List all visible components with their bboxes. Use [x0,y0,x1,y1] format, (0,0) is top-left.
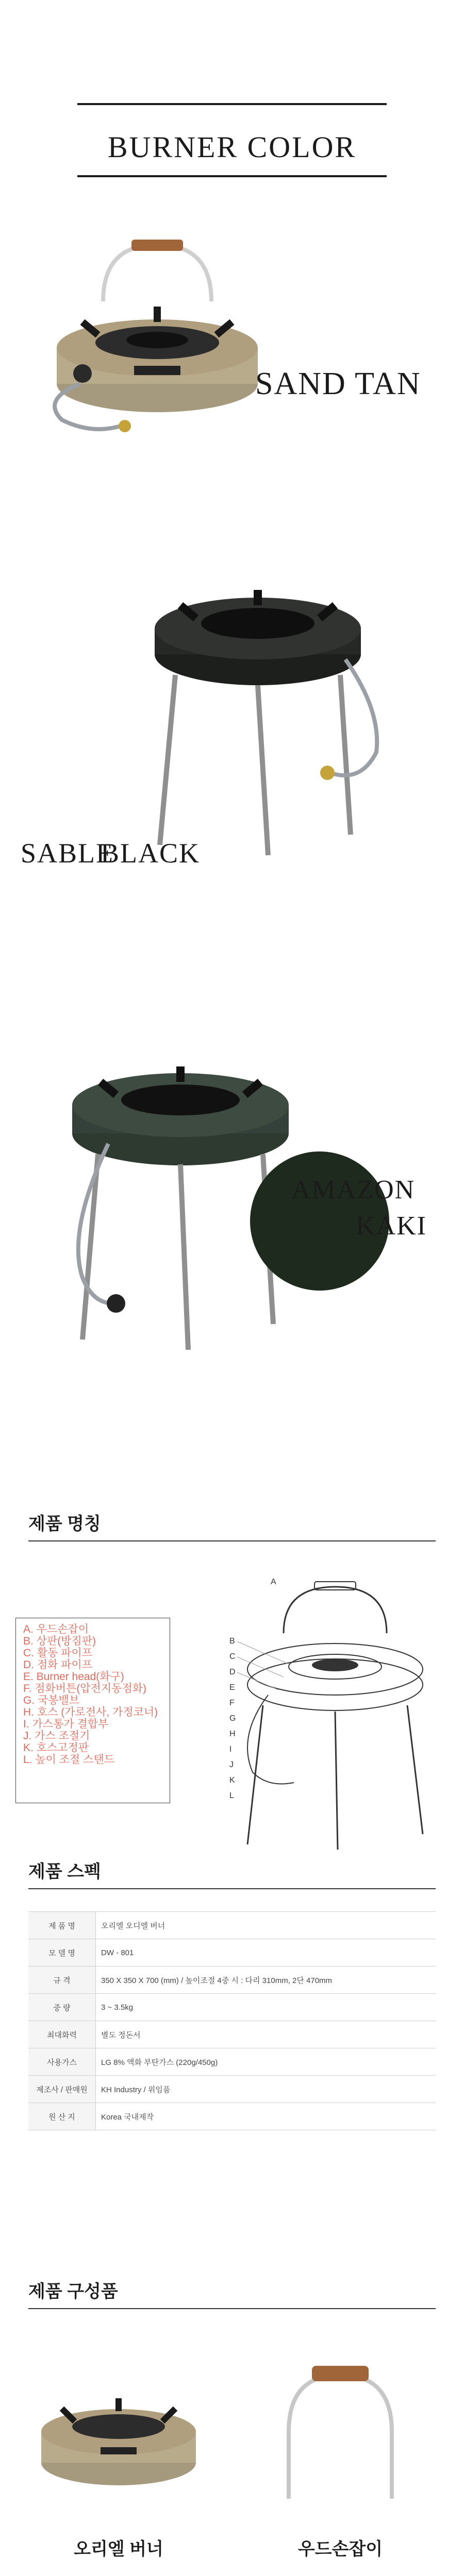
spec-value: KH Industry / 위임품 [96,2076,436,2103]
kaki-label: KAKI [356,1211,427,1241]
spec-table [28,1911,436,2130]
sable-text: SABLE [21,838,114,869]
table-row [28,2076,436,2103]
spec-value: 3 ~ 3.5kg [96,1994,436,2021]
diagram-letter: L [229,1791,234,1800]
spec-key: 규 격 [28,1967,96,1994]
diagram-letter: I [229,1745,232,1754]
spec-section-rule [28,1888,436,1889]
table-row [28,1994,436,2021]
parts-item: E. Burner head(화구) [23,1671,124,1683]
parts-item: J. 가스 조절기 [23,1730,90,1742]
sand-tan-label: SAND TAN [255,366,421,401]
sable-black-burner-image [139,556,407,866]
diagram-letter: B [229,1637,235,1646]
spec-value: DW - 801 [96,1939,436,1967]
spec-key: 원 산 지 [28,2103,96,2130]
parts-item: I. 가스통가 결합부 [23,1718,109,1730]
spec-value: Korea 국내제작 [96,2103,436,2130]
table-row [28,2021,436,2048]
component-burner-label: 오리엘 버너 [74,2539,163,2559]
black-text: BLACK [101,838,201,869]
spec-section-title: 제품 스펙 [28,1862,101,1882]
parts-item: C. 활동 파이프 [23,1647,93,1659]
spec-value: 별도 정돈서 [96,2021,436,2048]
components-section-title: 제품 구성품 [28,2282,118,2301]
table-row [28,1939,436,1967]
diagram-letter: D [229,1668,236,1676]
spec-value: LG 8% 액화 부탄가스 (220g/450g) [96,2048,436,2076]
component-handle-image [258,2354,423,2509]
parts-item: L. 높이 조절 스탠드 [23,1754,115,1766]
table-row [28,2048,436,2076]
diagram-letter: G [229,1714,236,1723]
parts-section-title: 제품 명칭 [28,1514,101,1534]
spec-key: 중 량 [28,1994,96,2021]
page-title: BURNER COLOR [107,130,357,164]
parts-item: K. 호스고정판 [23,1742,89,1754]
spec-value: 오리엘 오디엘 버너 [96,1912,436,1939]
diagram-letter: C [229,1652,236,1661]
diagram-letter: K [229,1776,235,1785]
black-label [101,837,200,869]
diagram-letter: F [229,1699,235,1707]
header-rule-bottom [77,175,387,177]
parts-item: F. 점화버튼(압전지동점화) [23,1683,147,1694]
table-row [28,2103,436,2130]
amazon-label: AMAZON [291,1175,416,1205]
parts-item: B. 상판(방짐판) [23,1635,96,1647]
sable-label [21,837,114,869]
diagram-letter: A [271,1578,276,1586]
parts-item: A. 우드손잡이 [23,1623,89,1635]
component-burner-image [31,2375,206,2509]
diagram-letter: H [229,1730,236,1738]
table-row [28,1912,436,1939]
parts-item: D. 점화 파이프 [23,1659,93,1671]
sand-tan-burner-image [31,229,278,487]
parts-item: H. 호스 (가로전사, 가정코너) [23,1706,158,1718]
diagram-letter: E [229,1683,235,1692]
components-section-rule [28,2308,436,2309]
parts-item: G. 국봉밸브 [23,1694,80,1706]
spec-key: 모 델 명 [28,1939,96,1967]
spec-key: 사용가스 [28,2048,96,2076]
parts-list-box [15,1618,170,1803]
spec-key: 제 품 명 [28,1912,96,1939]
table-row [28,1967,436,1994]
diagram-letter: J [229,1760,234,1769]
spec-value: 350 X 350 X 700 (mm) / 높이조절 4중 시 : 다리 310mm, 2단 470mm [96,1967,436,1994]
header-rule-top [77,103,387,105]
parts-section-rule [28,1540,436,1541]
spec-key: 제조사 / 판매원 [28,2076,96,2103]
component-handle-label: 우드손잡이 [297,2539,383,2559]
parts-diagram [222,1566,449,1855]
spec-key: 최대화력 [28,2021,96,2048]
